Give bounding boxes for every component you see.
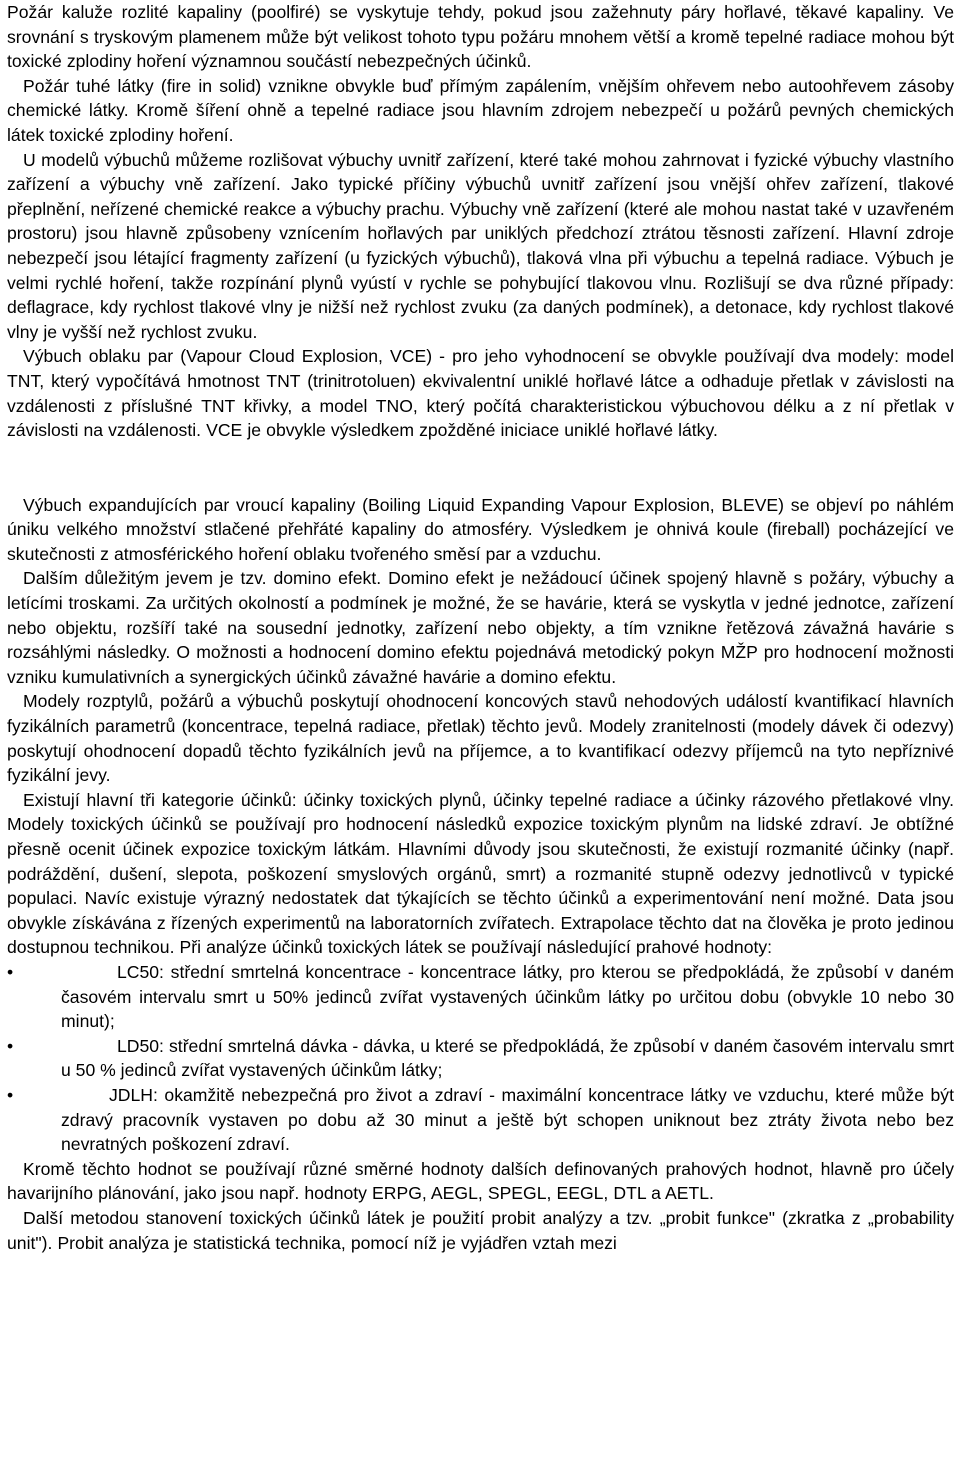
- paragraph-dispersion-models: Modely rozptylů, požárů a výbuchů poskytují ohodnocení koncových stavů nehodových událostí kvantifikací hlavních fyzikálních parametrů (koncentrace, tepelná radiace, přetlak) těchto jevů. Modely zranitelnosti (modely dávek či odezvy) poskytují ohodnocení dopadů těchto fyzikálních jevů na příjemce, a to kvantifikací odezvy příjemců na tyto nepříznivé fyzikální jevy.: [7, 691, 954, 786]
- paragraph-guideline-values: Kromě těchto hodnot se používají různé směrné hodnoty dalších definovaných prahových hodnot, hlavně pro účely havarijního plánování, jako jsou např. hodnoty ERPG, AEGL, SPEGL, EEGL, DTL a AETL.: [7, 1158, 954, 1204]
- paragraph-spacer: [7, 443, 954, 493]
- paragraph-domino-effect: Dalším důležitým jevem je tzv. domino efekt. Domino efekt je nežádoucí účinek spojený hlavně s požáry, výbuchy a letícími troskami. Za určitých okolností a podmínek je možné, že se havárie, která se vyskytla v jedné jednotce, zařízení nebo objektu, rozšíří také na sousední jednotky, zařízení nebo objekty, a tím vznikne řetězová závažná havárie s rozsáhlými následky. O možnosti a hodnocení domino efektu pojednává metodický pokyn MŽP pro hodnocení možnosti vzniku kumulativních a synergických účinků závažné havárie a domino efektu.: [7, 568, 954, 687]
- bullet-symbol: •: [7, 1035, 14, 1056]
- bullet-symbol: •: [7, 961, 14, 982]
- list-item-jdlh: [7, 1083, 954, 1157]
- bullet-symbol: •: [7, 1084, 14, 1105]
- paragraph-explosion-models: U modelů výbuchů můžeme rozlišovat výbuchy uvnitř zařízení, které také mohou zahrnovat i fyzické výbuchy vlastního zařízení a výbuchy vně zařízení. Jako typické příčiny výbuchů uvnitř zařízení jsou vnější ohřev zařízení, tlakové přeplnění, neřízené chemické reakce a výbuchy prachu. Výbuchy vně zařízení (které ale mohou nastat také v uzavřeném prostoru) jsou hlavně způsobeny vznícením hořlavých par uniklých předchozí ztrátou těsnosti zařízení. Hlavní zdroje nebezpečí jsou létající fragmenty zařízení (u fyzických výbuchů), tlaková vlna při výbuchu a tepelná radiace. Výbuch je velmi rychlé hoření, takže rozpínání plynů vyústí v rychle se pohybující tlakovou vlnu. Rozlišují se dva různé případy: deflagrace, kdy rychlost tlakové vlny je nižší než rychlost zvuku (za daných podmínek), a detonace, kdy rychlost tlakové vlny je vyšší než rychlost zvuku.: [7, 149, 954, 342]
- list-item-text: LD50: střední smrtelná dávka - dávka, u které se předpokládá, že způsobí v daném časovém intervalu smrt u 50 % jedinců zvířat vystavených účinkům látky;: [61, 1035, 954, 1081]
- paragraph-probit-analysis: Další metodou stanovení toxických účinků látek je použití probit analýzy a tzv. „probit funkce" (zkratka z „probability unit"). Probit analýza je statistická technika, pomocí níž je vyjádřen vztah mezi: [7, 1207, 954, 1253]
- paragraph-fire-in-solid: Požár tuhé látky (fire in solid) vznikne obvykle buď přímým zapálením, vnějším ohřevem nebo autoohřevem zásoby chemické látky. Kromě šíření ohně a tepelné radiace jsou hlavním zdrojem nebezpečí u požárů pevných chemických látek toxické zplodiny hoření.: [7, 75, 954, 145]
- list-item-lc50: [7, 960, 954, 1034]
- paragraph-bleve: Výbuch expandujících par vroucí kapaliny (Boiling Liquid Expanding Vapour Explosion, BLEVE) se objeví po náhlém úniku velkého množství stlačené přehřáté kapaliny do atmosféry. Výsledkem je ohnivá koule (fireball) pocházející ve skutečnosti z atmosférického hoření oblaku tvořeného směsí par a vzduchu.: [7, 494, 954, 564]
- paragraph-pool-fire: Požár kaluže rozlité kapaliny (poolfiré) se vyskytuje tehdy, pokud jsou zažehnuty páry hořlavé, těkavé kapaliny. Ve srovnání s tryskovým plamenem může být velikost tohoto typu požáru mnohem větší a kromě tepelné radiace mohou být toxické zplodiny hoření významnou součástí nebezpečných účinků.: [7, 2, 954, 72]
- list-item-ld50: [7, 1034, 954, 1083]
- document-page: [7, 0, 954, 1255]
- paragraph-effect-categories: Existují hlavní tři kategorie účinků: účinky toxických plynů, účinky tepelné radiace a účinky rázového přetlakové vlny. Modely toxických účinků se používají pro hodnocení následků expozice toxickým plynům na lidské zdraví. Je obtížné přesně ocenit účinek expozice toxickým látkám. Hlavními důvody jsou skutečnosti, že existují rozmanité účinky (např. podráždění, dušení, slepota, poškození smyslových orgánů, smrt) a rozmanité stupně odezvy jednotlivců v typické populaci. Navíc existuje výrazný nedostatek dat týkajících se těchto účinků a experimentování není možné. Data jsou obvykle získávána z řízených experimentů na laboratorních zvířatech. Extrapolace těchto dat na člověka je proto jedinou dostupnou technikou. Při analýze účinků toxických látek se používají následující prahové hodnoty:: [7, 789, 954, 958]
- list-item-text: LC50: střední smrtelná koncentrace - koncentrace látky, pro kterou se předpokládá, že způsobí v daném časovém intervalu smrt u 50% jedinců zvířat vystavených účinkům látky po určitou dobu (obvykle 10 nebo 30 minut);: [61, 961, 954, 1032]
- paragraph-vce: Výbuch oblaku par (Vapour Cloud Explosion, VCE) - pro jeho vyhodnocení se obvykle používají dva modely: model TNT, který vypočítává hmotnost TNT (trinitrotoluen) ekvivalentní uniklé hořlavé látce a odhaduje přetlak v závislosti na vzdálenosti z příslušné TNT křivky, a model TNO, který počítá charakteristickou výbuchovou délku a z ní přetlak v závislosti na vzdálenosti. VCE je obvykle výsledkem zpožděné iniciace uniklé hořlavé látky.: [7, 346, 954, 441]
- list-item-text: JDLH: okamžitě nebezpečná pro život a zdraví - maximální koncentrace látky ve vzduchu, které může být zdravý pracovník vystaven po dobu až 30 minut a ještě být schopen uniknout bez ztráty života nebo bez nevratných poškození zdraví.: [61, 1084, 954, 1155]
